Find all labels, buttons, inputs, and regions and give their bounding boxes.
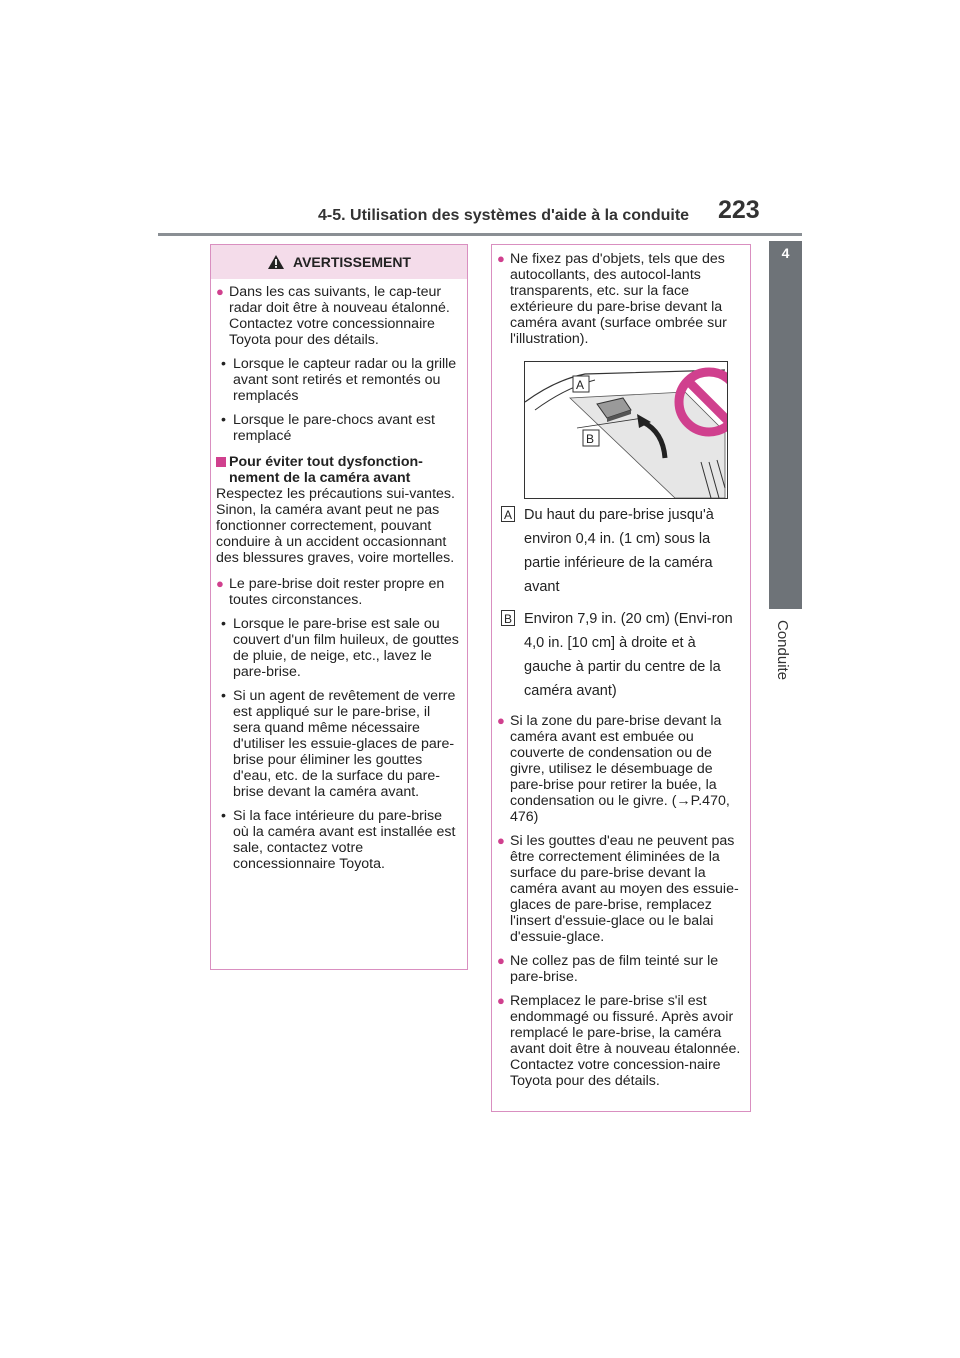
- header-rule: [158, 233, 802, 236]
- warning-icon: [267, 254, 285, 270]
- item-text: Le pare-brise doit rester propre en toutes circonstances.: [229, 576, 445, 608]
- dot-icon: •: [221, 616, 226, 632]
- item-text: Remplacez le pare-brise s'il est endommagé ou fissuré. Après avoir remplacé le pare-brise, la caméra avant doit être à nouveau étalonnée. Contactez votre concession-naire Toyota pour des détails.: [510, 993, 741, 1089]
- warning-title: AVERTISSEMENT: [293, 254, 411, 270]
- item-text: Lorsque le pare-chocs avant est remplacé: [233, 412, 435, 444]
- chapter-number: 4: [781, 245, 790, 261]
- square-icon: [216, 457, 226, 467]
- list-item: [497, 993, 744, 1089]
- item-text: Du haut du pare-brise jusqu'à environ 0,4 in. (1 cm) sous la partie inférieure de la caméra avant: [524, 507, 714, 595]
- list-item: [497, 833, 744, 945]
- label-item: [497, 503, 744, 599]
- list-item: [216, 616, 461, 680]
- bullet-icon: ●: [216, 284, 224, 299]
- bullet-icon: ●: [497, 251, 505, 266]
- bullet-icon: ●: [216, 576, 224, 591]
- item-text: Si la face intérieure du pare-brise où la caméra avant est installée est sale, contactez votre concessionnaire Toyota.: [233, 808, 456, 872]
- label-box: A: [501, 506, 515, 522]
- label-box: B: [501, 610, 515, 626]
- dot-icon: •: [221, 688, 226, 704]
- list-item: [497, 713, 744, 825]
- illustration-label-b: B: [586, 432, 595, 446]
- dot-icon: •: [221, 356, 226, 372]
- list-item: [216, 412, 461, 444]
- warning-header: [211, 245, 467, 279]
- chapter-tab: [769, 241, 802, 609]
- windshield-illustration: [524, 361, 728, 499]
- bullet-icon: ●: [497, 833, 505, 848]
- list-item: [497, 953, 744, 985]
- item-text: Si un agent de revêtement de verre est appliqué sur le pare-brise, il sera quand même nécessaire d'utiliser les essuie-glaces de pare-brise pour éliminer les gouttes d'eau, etc. de la surface du pare-brise devant la caméra avant.: [233, 688, 456, 800]
- paragraph: Respectez les précautions sui-vantes. Sinon, la caméra avant peut ne pas fonctionner correctement, pouvant conduire à un accident occasionnant des blessures graves, voire mortelles.: [216, 486, 455, 566]
- item-text: Ne collez pas de film teinté sur le pare-brise.: [510, 953, 719, 985]
- list-item: [497, 251, 744, 347]
- section-title: 4-5. Utilisation des systèmes d'aide à la conduite: [318, 207, 690, 224]
- item-text: Lorsque le capteur radar ou la grille avant sont retirés et remontés ou remplacés: [233, 356, 457, 404]
- item-text: Si la zone du pare-brise devant la caméra avant est embuée ou couverte de condensation ou de givre, utilisez le désembuage de pare-brise pour retirer la buée, la condensation ou le givre. (→P.470, 476): [510, 713, 730, 825]
- item-text: Environ 7,9 in. (20 cm) (Envi-ron 4,0 in. [10 cm] à droite et à gauche à partir du centre de la caméra avant): [524, 611, 733, 699]
- list-item: [216, 356, 461, 404]
- illustration-label-a: A: [576, 378, 585, 392]
- bullet-icon: ●: [497, 713, 505, 728]
- chapter-label: Conduite: [774, 620, 791, 681]
- bullet-icon: ●: [497, 993, 505, 1008]
- continuation-box: [491, 244, 751, 1112]
- list-item: [216, 284, 461, 348]
- section-heading: [216, 454, 461, 486]
- label-item: [497, 607, 744, 703]
- item-text: Dans les cas suivants, le cap-teur radar doit être à nouveau étalonné. Contactez votre concessionnaire Toyota pour des détails.: [229, 284, 450, 348]
- list-item: [216, 808, 461, 872]
- dot-icon: •: [221, 412, 226, 428]
- item-text: Ne fixez pas d'objets, tels que des autocollants, des autocol-lants transparents, etc. sur la face extérieure du pare-brise devant la caméra avant (surface ombrée sur l'illustration).: [510, 251, 727, 347]
- list-item: [216, 688, 461, 800]
- bullet-icon: ●: [497, 953, 505, 968]
- heading-text: Pour éviter tout dysfonction-nement de la caméra avant: [229, 454, 423, 486]
- page-number: 223: [718, 196, 760, 224]
- warning-box: [210, 244, 468, 970]
- list-item: [216, 576, 461, 608]
- item-text: Si les gouttes d'eau ne peuvent pas être correctement éliminées de la surface du pare-brise devant la caméra avant au moyen des essuie-glaces de pare-brise, remplacez l'insert d'essuie-glace ou le balai d'essuie-glace.: [510, 833, 739, 945]
- dot-icon: •: [221, 808, 226, 824]
- item-text: Lorsque le pare-brise est sale ou couvert d'un film huileux, de gouttes de pluie, de neige, etc., lavez le pare-brise.: [233, 616, 459, 680]
